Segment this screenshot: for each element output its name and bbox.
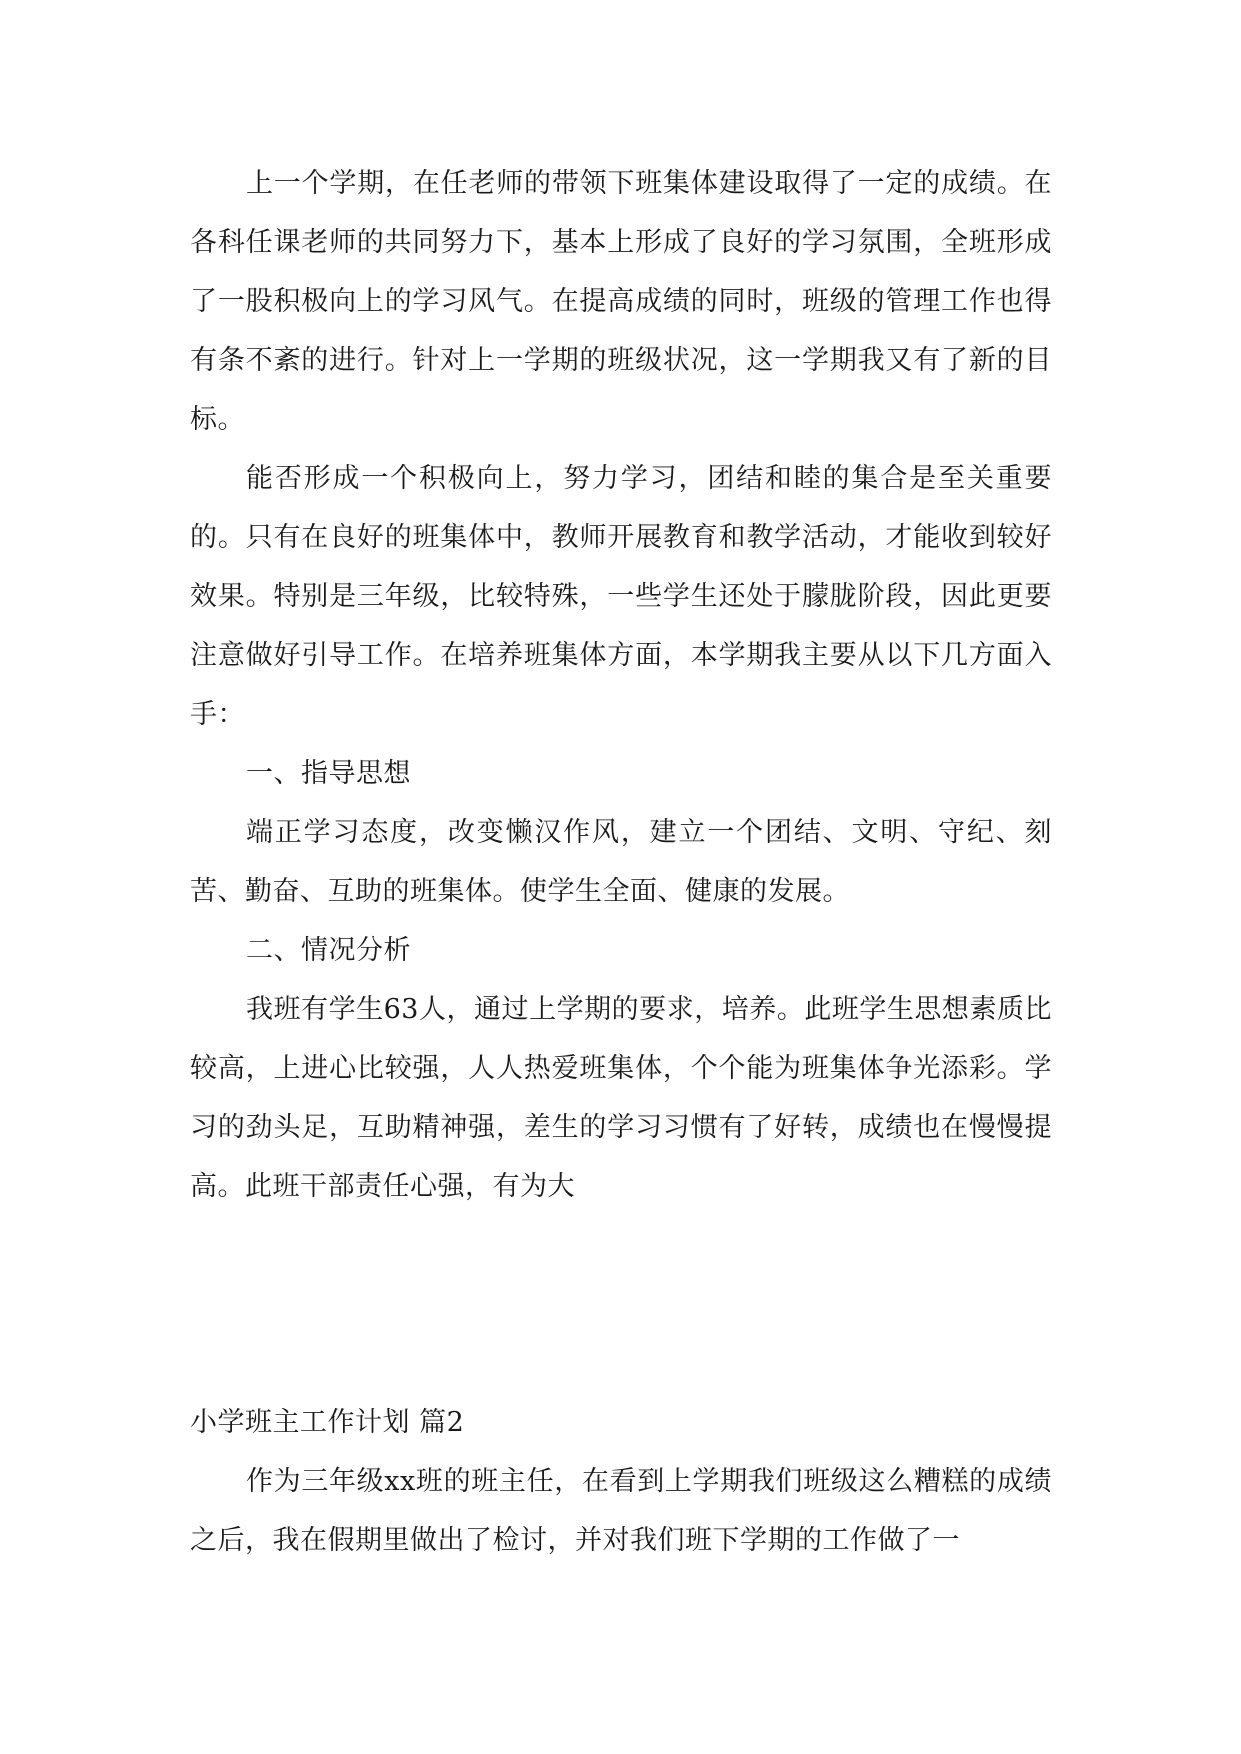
paragraph: 端正学习态度，改变懒汉作风，建立一个团结、文明、守纪、刻苦、勤奋、互助的班集体。使学生全面、健康的发展。	[190, 817, 1052, 907]
paragraph: 能否形成一个积极向上，努力学习，团结和睦的集合是至关重要的。只有在良好的班集体中，教师开展教育和教学活动，才能收到较好效果。特别是三年级，比较特殊，一些学生还处于朦胧阶段，因此更要注意做好引导工作。在培养班集体方面，本学期我主要从以下几方面入手：	[190, 463, 1052, 730]
section-heading: 二、情况分析	[246, 935, 411, 966]
paragraph: 上一个学期，在任老师的带领下班集体建设取得了一定的成绩。在各科任课老师的共同努力下，基本上形成了良好的学习氛围，全班形成了一股积极向上的学习风气。在提高成绩的同时，班级的管理工作也得有条不紊的进行。针对上一学期的班级状况，这一学期我又有了新的目标。	[190, 168, 1052, 435]
section-title: 小学班主工作计划 篇2	[190, 1407, 465, 1438]
section-heading: 一、指导思想	[246, 758, 411, 789]
document-section-2	[190, 1393, 1052, 1570]
paragraph: 我班有学生63人，通过上学期的要求，培养。此班学生思想素质比较高，上进心比较强，人人热爱班集体，个个能为班集体争光添彩。学习的劲头足，互助精神强，差生的学习习惯有了好转，成绩也在慢慢提高。此班干部责任心强，有为大	[190, 994, 1052, 1202]
paragraph: 作为三年级xx班的班主任，在看到上学期我们班级这么糟糕的成绩之后，我在假期里做出了检讨，并对我们班下学期的工作做了一	[190, 1466, 1052, 1556]
document-body	[190, 154, 1052, 1216]
